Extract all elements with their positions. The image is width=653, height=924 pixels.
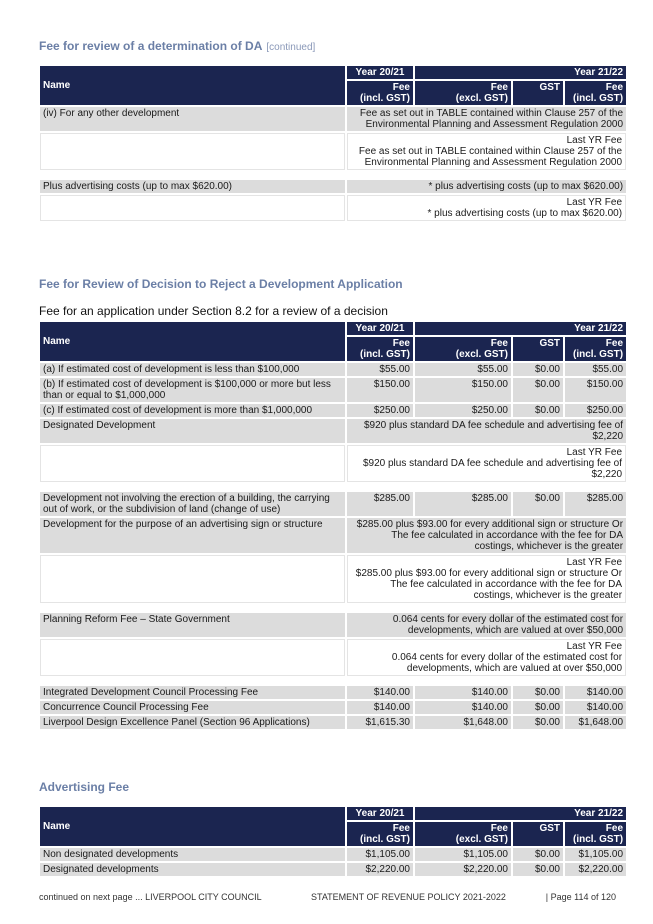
header-year-curr: Year 21/22 [415, 807, 626, 820]
row-empty [40, 555, 345, 603]
table-row [40, 716, 626, 729]
row-empty [40, 445, 345, 482]
row-fee-incl: $2,220.00 [565, 863, 626, 876]
row-prev-fee: $150.00 [347, 378, 413, 402]
row-prev-fee: $140.00 [347, 686, 413, 699]
table-row-last-year [40, 133, 626, 170]
row-fee-text: Fee as set out in TABLE contained within Clause 257 of the Environmental Planning and Assessment Regulation 2000 [347, 107, 626, 131]
table-row-last-year [40, 639, 626, 676]
table-row [40, 701, 626, 714]
row-fee-incl: $1,105.00 [565, 848, 626, 861]
header-year-prev: Year 20/21 [347, 322, 413, 335]
row-fee-text: * plus advertising costs (up to max $620.00) [347, 180, 626, 193]
header-name: Name [40, 66, 345, 105]
row-prev-fee: $55.00 [347, 363, 413, 376]
last-year-fee: Last YR Fee $920 plus standard DA fee schedule and advertising fee of $2,220 [347, 445, 626, 482]
section-title-review-reject: Fee for Review of Decision to Reject a Development Application [39, 277, 403, 291]
row-name: Designated Development [40, 419, 345, 443]
row-prev-fee: $2,220.00 [347, 863, 413, 876]
table-header [40, 66, 626, 79]
table-row [40, 404, 626, 417]
header-fee-incl-curr: Fee (incl. GST) [565, 81, 626, 105]
row-fee-incl: $250.00 [565, 404, 626, 417]
row-name: Concurrence Council Processing Fee [40, 701, 345, 714]
row-prev-fee: $140.00 [347, 701, 413, 714]
header-year-prev: Year 20/21 [347, 807, 413, 820]
row-name: (c) If estimated cost of development is more than $1,000,000 [40, 404, 345, 417]
row-gst: $0.00 [513, 848, 563, 861]
header-year-prev: Year 20/21 [347, 66, 413, 79]
header-year-curr: Year 21/22 [415, 322, 626, 335]
table-row-last-year [40, 445, 626, 482]
row-gst: $0.00 [513, 404, 563, 417]
row-fee-incl: $140.00 [565, 686, 626, 699]
header-gst: GST [513, 337, 563, 361]
row-name: Development for the purpose of an advertising sign or structure [40, 518, 345, 553]
section-title-text: Fee for review of a determination of DA [39, 39, 263, 53]
header-name: Name [40, 322, 345, 361]
row-gst: $0.00 [513, 378, 563, 402]
table-row [40, 848, 626, 861]
header-gst: GST [513, 822, 563, 846]
header-gst: GST [513, 81, 563, 105]
header-fee-incl: Fee (incl. GST) [347, 822, 413, 846]
row-fee-excl: $2,220.00 [415, 863, 511, 876]
last-year-fee: Last YR Fee * plus advertising costs (up to max $620.00) [347, 195, 626, 221]
table-row [40, 107, 626, 131]
header-fee-incl-curr: Fee (incl. GST) [565, 822, 626, 846]
row-fee-excl: $140.00 [415, 686, 511, 699]
table-row [40, 518, 626, 553]
row-gst: $0.00 [513, 701, 563, 714]
table-row [40, 419, 626, 443]
footer-left: continued on next page ... LIVERPOOL CITY COUNCIL [39, 892, 262, 902]
row-gst: $0.00 [513, 363, 563, 376]
row-fee-incl: $150.00 [565, 378, 626, 402]
table-row [40, 492, 626, 516]
row-fee-excl: $1,648.00 [415, 716, 511, 729]
table-row-last-year [40, 195, 626, 221]
row-name: Plus advertising costs (up to max $620.00) [40, 180, 345, 193]
section-title-review-determination [39, 39, 315, 53]
row-prev-fee: $1,105.00 [347, 848, 413, 861]
row-name: Non designated developments [40, 848, 345, 861]
section-title-advertising-fee: Advertising Fee [39, 780, 130, 794]
row-prev-fee: $250.00 [347, 404, 413, 417]
header-fee-incl-curr: Fee (incl. GST) [565, 337, 626, 361]
header-fee-incl: Fee (incl. GST) [347, 337, 413, 361]
row-fee-excl: $140.00 [415, 701, 511, 714]
fee-table-advertising [38, 805, 628, 878]
header-fee-incl: Fee (incl. GST) [347, 81, 413, 105]
header-name: Name [40, 807, 345, 846]
row-gst: $0.00 [513, 686, 563, 699]
row-empty [40, 133, 345, 170]
row-gst: $0.00 [513, 863, 563, 876]
table-row [40, 863, 626, 876]
last-year-fee: Last YR Fee Fee as set out in TABLE contained within Clause 257 of the Environmental Planning and Assessment Regulation 2000 [347, 133, 626, 170]
header-fee-excl: Fee (excl. GST) [415, 81, 511, 105]
table-row [40, 363, 626, 376]
row-empty [40, 195, 345, 221]
header-fee-excl: Fee (excl. GST) [415, 822, 511, 846]
footer-center: STATEMENT OF REVENUE POLICY 2021-2022 [311, 892, 506, 902]
footer-page-number: | Page 114 of 120 [545, 892, 616, 902]
table-header [40, 322, 626, 335]
table-header [40, 807, 626, 820]
row-fee-excl: $150.00 [415, 378, 511, 402]
row-fee-incl: $55.00 [565, 363, 626, 376]
table-row [40, 686, 626, 699]
row-fee-incl: $1,648.00 [565, 716, 626, 729]
last-year-fee: Last YR Fee 0.064 cents for every dollar of the estimated cost for developments, which are valued at over $50,000 [347, 639, 626, 676]
row-gst: $0.00 [513, 492, 563, 516]
row-fee-text: $285.00 plus $93.00 for every additional sign or structure Or The fee calculated in accordance with the fee for DA costings, whichever is the greater [347, 518, 626, 553]
row-name: (b) If estimated cost of development is $100,000 or more but less than or equal to $1,000,000 [40, 378, 345, 402]
row-name: (iv) For any other development [40, 107, 345, 131]
table-row [40, 613, 626, 637]
table-row [40, 378, 626, 402]
row-fee-excl: $55.00 [415, 363, 511, 376]
header-year-curr: Year 21/22 [415, 66, 626, 79]
last-year-fee: Last YR Fee $285.00 plus $93.00 for every additional sign or structure Or The fee calculated in accordance with the fee for DA costings, whichever is the greater [347, 555, 626, 603]
table-row-last-year [40, 555, 626, 603]
row-name: (a) If estimated cost of development is less than $100,000 [40, 363, 345, 376]
row-fee-text: 0.064 cents for every dollar of the estimated cost for developments, which are valued at over $50,000 [347, 613, 626, 637]
row-fee-excl: $250.00 [415, 404, 511, 417]
row-prev-fee: $1,615.30 [347, 716, 413, 729]
row-name: Designated developments [40, 863, 345, 876]
fee-table-review-reject [38, 320, 628, 731]
fee-table-review-determination [38, 64, 628, 223]
continued-label: [continued] [266, 42, 316, 53]
row-name: Liverpool Design Excellence Panel (Section 96 Applications) [40, 716, 345, 729]
row-gst: $0.00 [513, 716, 563, 729]
row-prev-fee: $285.00 [347, 492, 413, 516]
row-fee-excl: $285.00 [415, 492, 511, 516]
row-empty [40, 639, 345, 676]
header-fee-excl: Fee (excl. GST) [415, 337, 511, 361]
row-fee-excl: $1,105.00 [415, 848, 511, 861]
row-fee-incl: $285.00 [565, 492, 626, 516]
row-fee-incl: $140.00 [565, 701, 626, 714]
row-fee-text: $920 plus standard DA fee schedule and advertising fee of $2,220 [347, 419, 626, 443]
table-row [40, 180, 626, 193]
row-name: Integrated Development Council Processing Fee [40, 686, 345, 699]
row-name: Planning Reform Fee – State Government [40, 613, 345, 637]
row-name: Development not involving the erection of a building, the carrying out of work, or the subdivision of land (change of use) [40, 492, 345, 516]
section-subtitle: Fee for an application under Section 8.2 for a review of a decision [39, 304, 388, 318]
